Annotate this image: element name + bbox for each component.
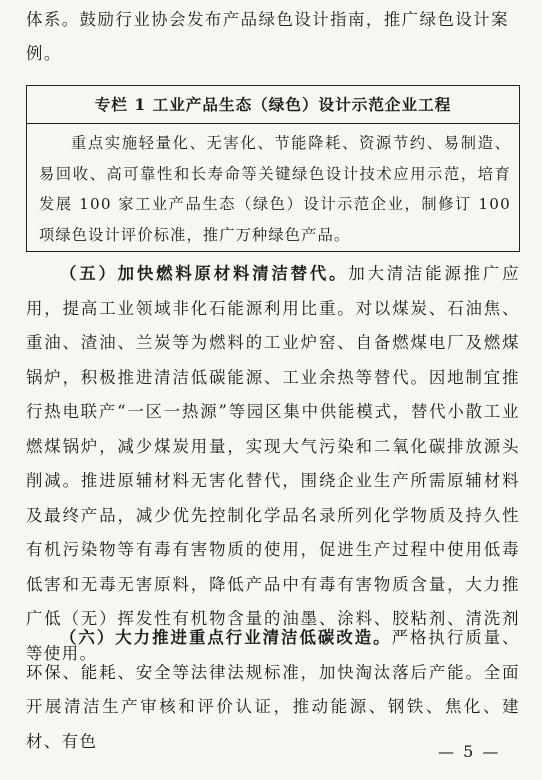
column-box-body	[39, 128, 511, 250]
column-box-title: 专栏 1 工业产品生态（绿色）设计示范企业工程	[27, 86, 519, 124]
page-number: — 5 —	[438, 742, 501, 761]
column-box-text: 重点实施轻量化、无害化、节能降耗、资源节约、易制造、易回收、高可靠性和长寿命等关键绿色设计技术应用示范，培育发展 100 家工业产品生态（绿色）设计示范企业，制修订 100 项绿色设计评价标准，推广万种绿色产品。	[39, 134, 511, 244]
section-5-heading: （五）加快燃料原材料清洁替代。	[60, 264, 349, 283]
intro-line-2: 例。	[26, 44, 62, 63]
intro-line-1: 体系。鼓励行业协会发布产品绿色设计指南，推广绿色设计案	[26, 10, 510, 29]
column-box	[26, 85, 520, 252]
section-5-text: 加大清洁能源推广应用，提高工业领域非化石能源利用比重。对以煤炭、石油焦、重油、渣油、兰炭等为燃料的工业炉窑、自备燃煤电厂及燃煤锅炉，积极推进清洁低碳能源、工业余热等替代。因地制宜推行热电联产“一区一热源”等园区集中供能模式，替代小散工业燃煤锅炉，减少煤炭用量，实现大气污染和二氧化碳排放源头削减。推进原辅材料无害化替代，围绕企业生产所需原辅材料及最终产品，减少优先控制化学品名录所列化学物质及持久性有机污染物等有毒有害物质的使用，促进生产过程中使用低毒低害和无毒无害原料，降低产品中有毒有害物质含量，大力推广低（无）挥发性有机物含量的油墨、涂料、胶粘剂、清洗剂等使用。	[26, 264, 521, 663]
section-5-paragraph	[26, 257, 520, 671]
section-6	[26, 621, 520, 759]
section-6-paragraph	[26, 621, 520, 759]
section-6-text: 严格执行质量、环保、能耗、安全等法律法规标准，加快淘汰落后产能。全面开展清洁生产审核和评价认证，推动能源、钢铁、焦化、建材、有色	[26, 628, 521, 751]
section-6-heading: （六）大力推进重点行业清洁低碳改造。	[60, 628, 392, 647]
section-5	[26, 257, 520, 671]
